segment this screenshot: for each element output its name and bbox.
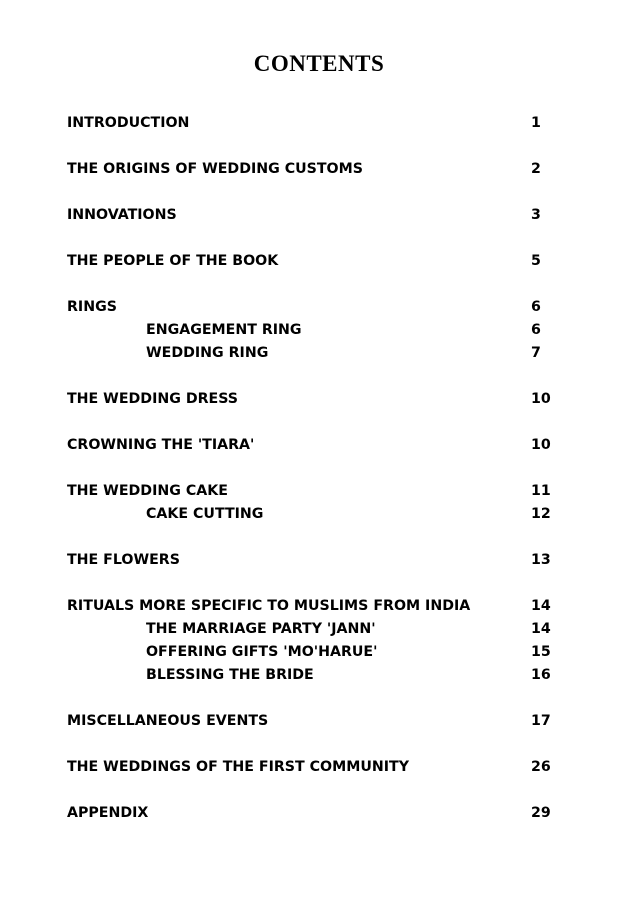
toc-entry-page: 7 [531,345,541,361]
toc-entry-introduction [67,112,557,135]
toc-entry-label: INTRODUCTION [67,115,190,131]
toc-entry-page: 26 [531,759,551,775]
toc-entry-page: 12 [531,506,551,522]
toc-entry-page: 2 [531,161,541,177]
toc-entry-appendix [67,802,557,825]
toc-entry-people-of-the-book [67,250,557,273]
toc-entry-rituals-india [67,595,557,618]
toc-entry-label: APPENDIX [67,805,149,821]
toc-entry-page: 11 [531,483,551,499]
toc-subentry-blessing-bride [67,664,557,687]
toc-entry-page: 3 [531,207,541,223]
toc-entry-label: RITUALS MORE SPECIFIC TO MUSLIMS FROM INDIA [67,598,471,614]
toc-subentry-marriage-party [67,618,557,641]
toc-subentry-cake-cutting [67,503,557,526]
toc-entry-label: ENGAGEMENT RING [146,322,302,338]
toc-entry-page: 6 [531,322,541,338]
toc-entry-page: 16 [531,667,551,683]
toc-entry-page: 17 [531,713,551,729]
toc-entry-label: BLESSING THE BRIDE [146,667,314,683]
toc-entry-page: 29 [531,805,551,821]
toc-entry-label: THE FLOWERS [67,552,180,568]
toc-entry-crowning-tiara [67,434,557,457]
toc-entry-origins [67,158,557,181]
toc-entry-innovations [67,204,557,227]
toc-entry-label: THE WEDDING CAKE [67,483,228,499]
toc-entry-page: 15 [531,644,551,660]
table-of-contents [67,112,557,825]
toc-entry-rings [67,296,557,319]
toc-entry-label: THE MARRIAGE PARTY 'JANN' [146,621,376,637]
toc-entry-page: 14 [531,598,551,614]
toc-entry-wedding-cake [67,480,557,503]
toc-entry-label: CROWNING THE 'TIARA' [67,437,255,453]
toc-subentry-wedding-ring [67,342,557,365]
toc-entry-page: 1 [531,115,541,131]
toc-entry-miscellaneous [67,710,557,733]
toc-entry-flowers [67,549,557,572]
toc-entry-label: RINGS [67,299,117,315]
toc-entry-label: INNOVATIONS [67,207,177,223]
toc-entry-label: THE PEOPLE OF THE BOOK [67,253,279,269]
toc-entry-page: 10 [531,437,551,453]
toc-entry-label: MISCELLANEOUS EVENTS [67,713,269,729]
toc-entry-page: 10 [531,391,551,407]
toc-entry-first-community [67,756,557,779]
toc-entry-label: THE WEDDINGS OF THE FIRST COMMUNITY [67,759,409,775]
page-title: CONTENTS [253,51,385,76]
toc-subentry-offering-gifts [67,641,557,664]
toc-entry-label: OFFERING GIFTS 'MO'HARUE' [146,644,378,660]
toc-entry-page: 13 [531,552,551,568]
toc-entry-label: THE ORIGINS OF WEDDING CUSTOMS [67,161,363,177]
toc-entry-label: THE WEDDING DRESS [67,391,239,407]
toc-entry-page: 5 [531,253,541,269]
toc-entry-page: 14 [531,621,551,637]
toc-entry-wedding-dress [67,388,557,411]
toc-entry-label: CAKE CUTTING [146,506,264,522]
toc-entry-label: WEDDING RING [146,345,269,361]
toc-subentry-engagement-ring [67,319,557,342]
toc-entry-page: 6 [531,299,541,315]
